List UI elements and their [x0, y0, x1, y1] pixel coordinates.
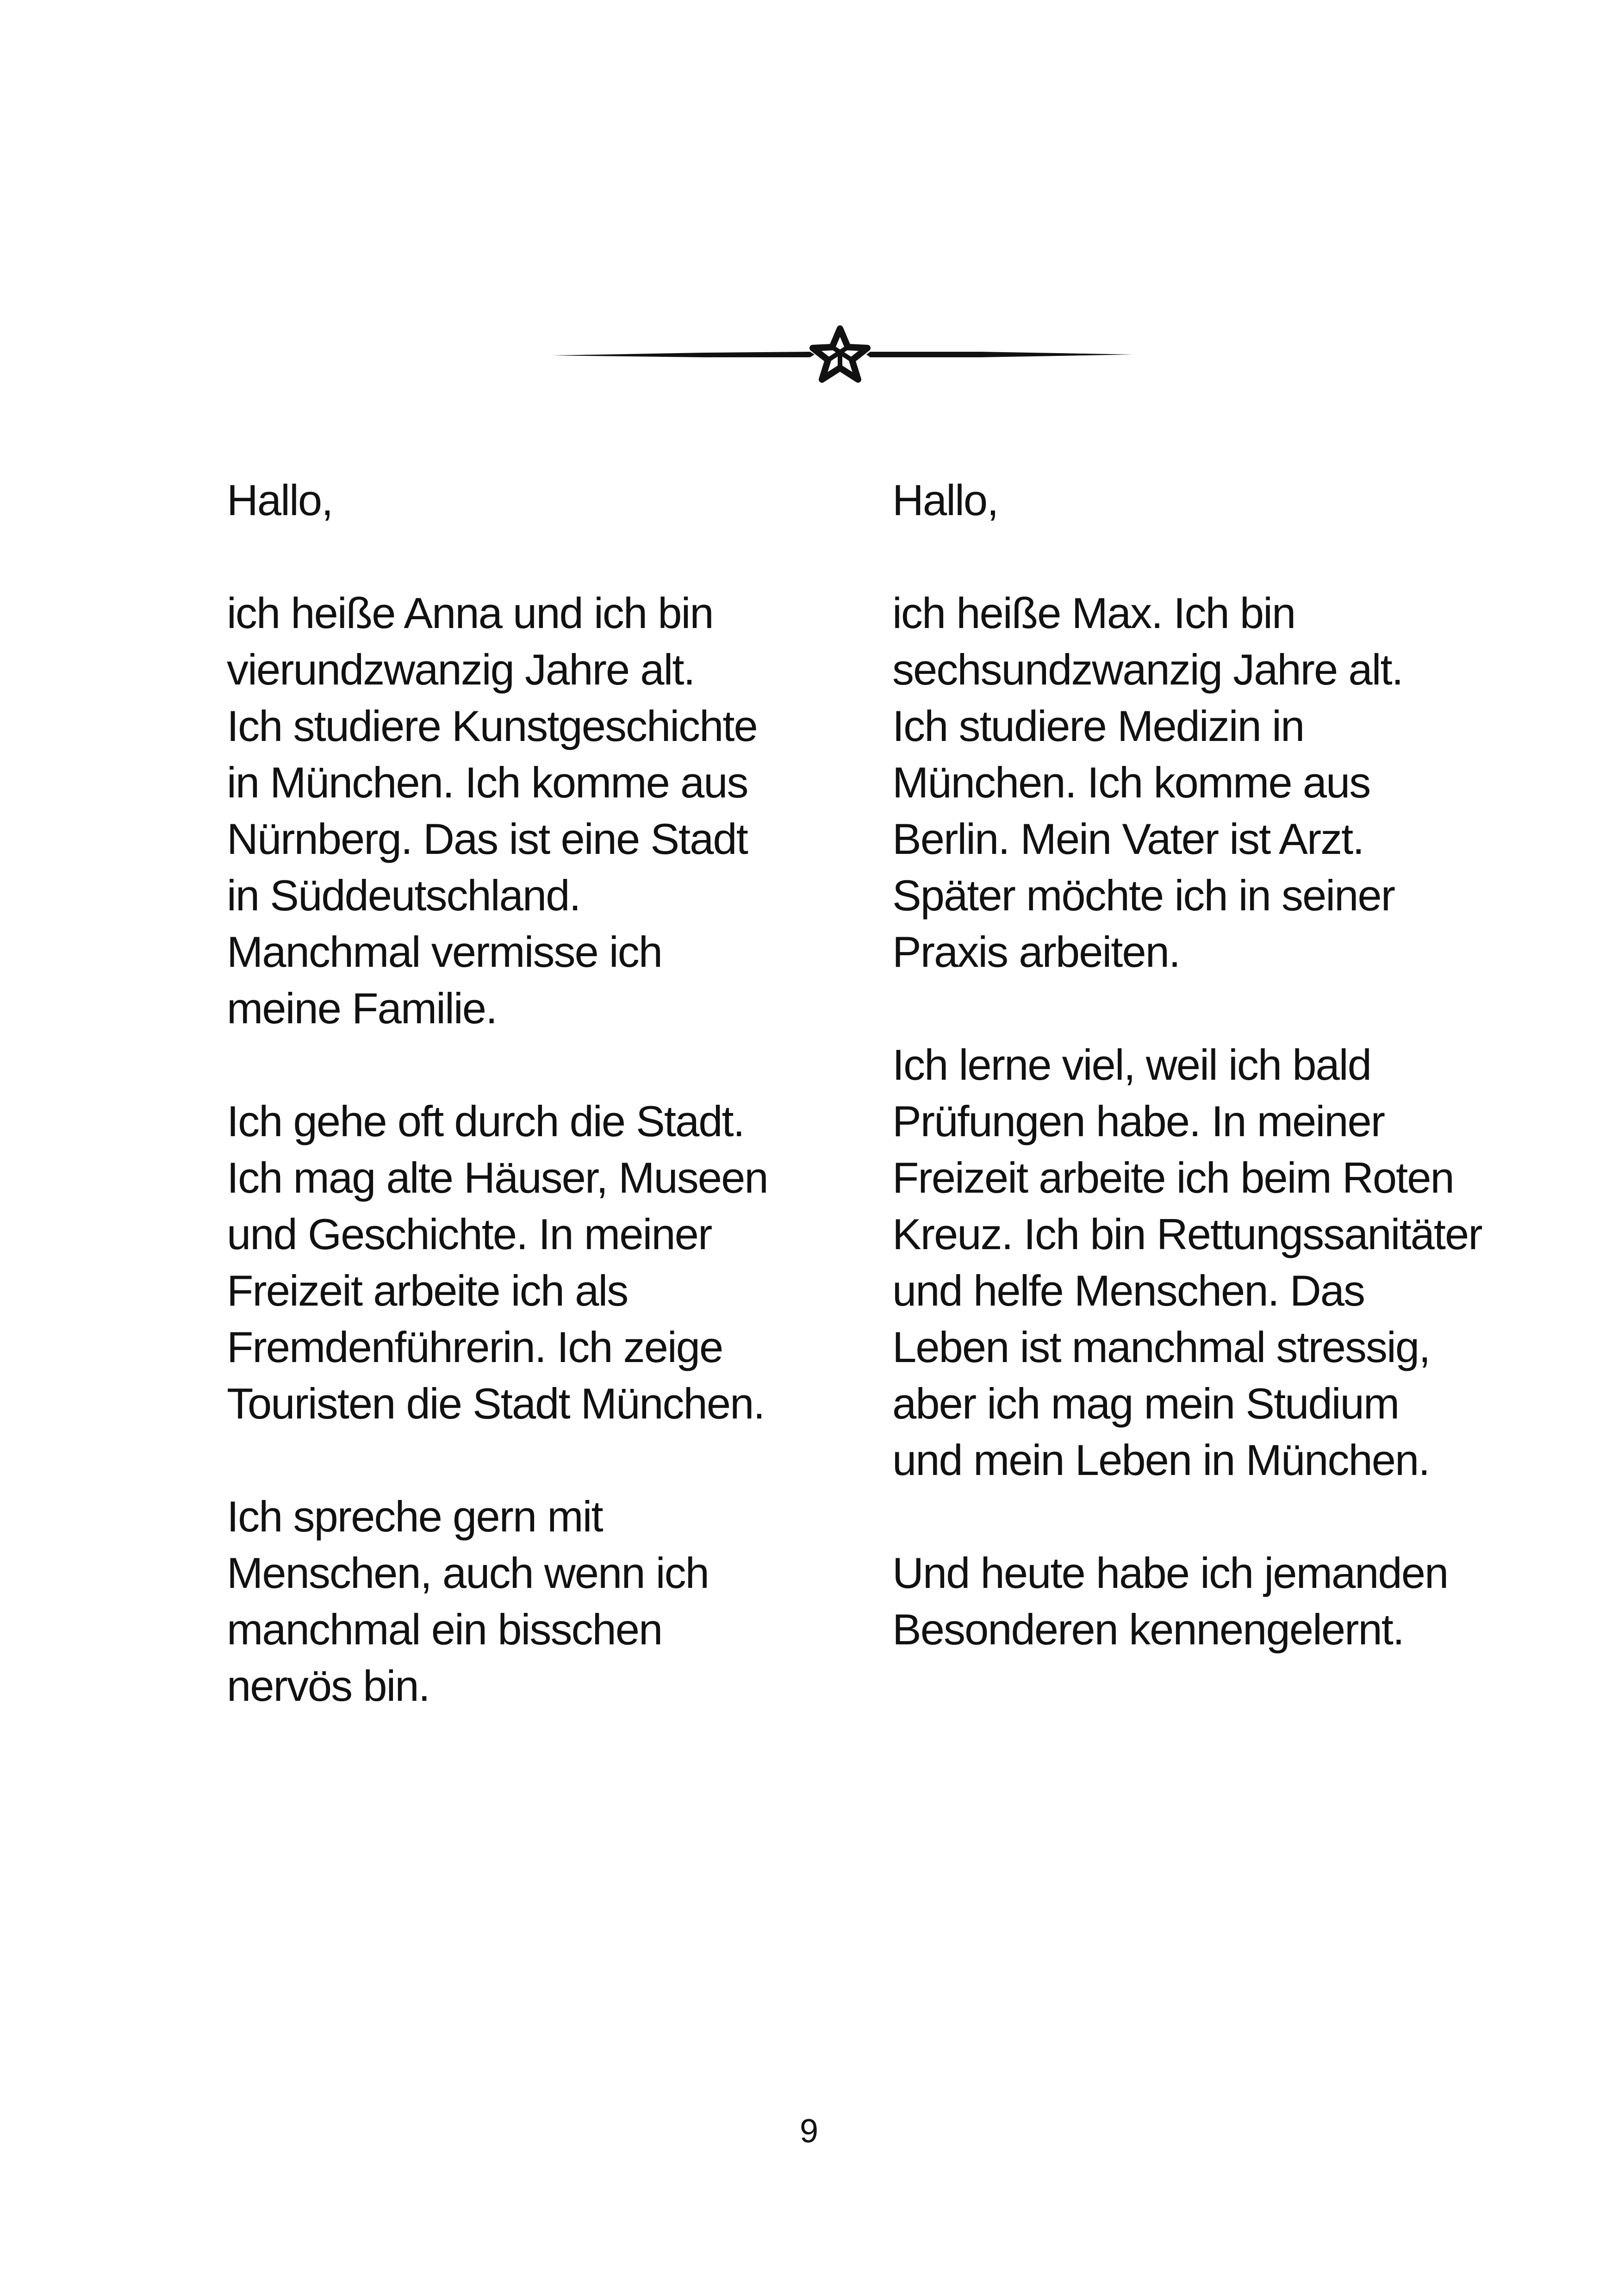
paragraph-left-2: Ich gehe oft durch die Stadt. Ich mag alte Häuser, Museen und Geschichte. In meiner Freizeit arbeite ich als Fremdenführerin. Ich zeige Touristen die Stadt München. — [227, 1097, 768, 1428]
paragraph-left-3: Ich spreche gern mit Menschen, auch wenn ich manchmal ein bisschen nervös bin. — [227, 1492, 709, 1710]
greeting-left: Hallo, — [227, 476, 333, 524]
greeting-right: Hallo, — [892, 476, 998, 524]
left-column — [227, 472, 838, 1714]
paragraph-right-3: Und heute habe ich jemanden Besonderen kennengelernt. — [892, 1549, 1448, 1654]
divider-line-right — [866, 352, 1133, 357]
paragraph-right-1: ich heiße Max. Ich bin sechsundzwanzig Jahre alt. Ich studiere Medizin in München. Ich komme aus Berlin. Mein Vater ist Arzt. Später möchte ich in seiner Praxis arbeiten. — [892, 589, 1403, 976]
divider-line-left — [552, 352, 815, 357]
right-column — [892, 472, 1540, 1658]
paragraph-right-2: Ich lerne viel, weil ich bald Prüfungen habe. In meiner Freizeit arbeite ich beim Roten Kreuz. Ich bin Rettungssanitäter und helfe Menschen. Das Leben ist manchmal stressig, aber ich mag mein Studium und mein Leben in München. — [892, 1040, 1482, 1484]
paragraph-left-1: ich heiße Anna und ich bin vierundzwanzig Jahre alt. Ich studiere Kunstgeschichte in München. Ich komme aus Nürnberg. Das ist eine Stadt in Süddeutschland. Manchmal vermisse ich meine Familie. — [227, 589, 757, 1033]
page-number: 9 — [799, 2113, 819, 2150]
star-divider-icon — [551, 324, 1134, 384]
